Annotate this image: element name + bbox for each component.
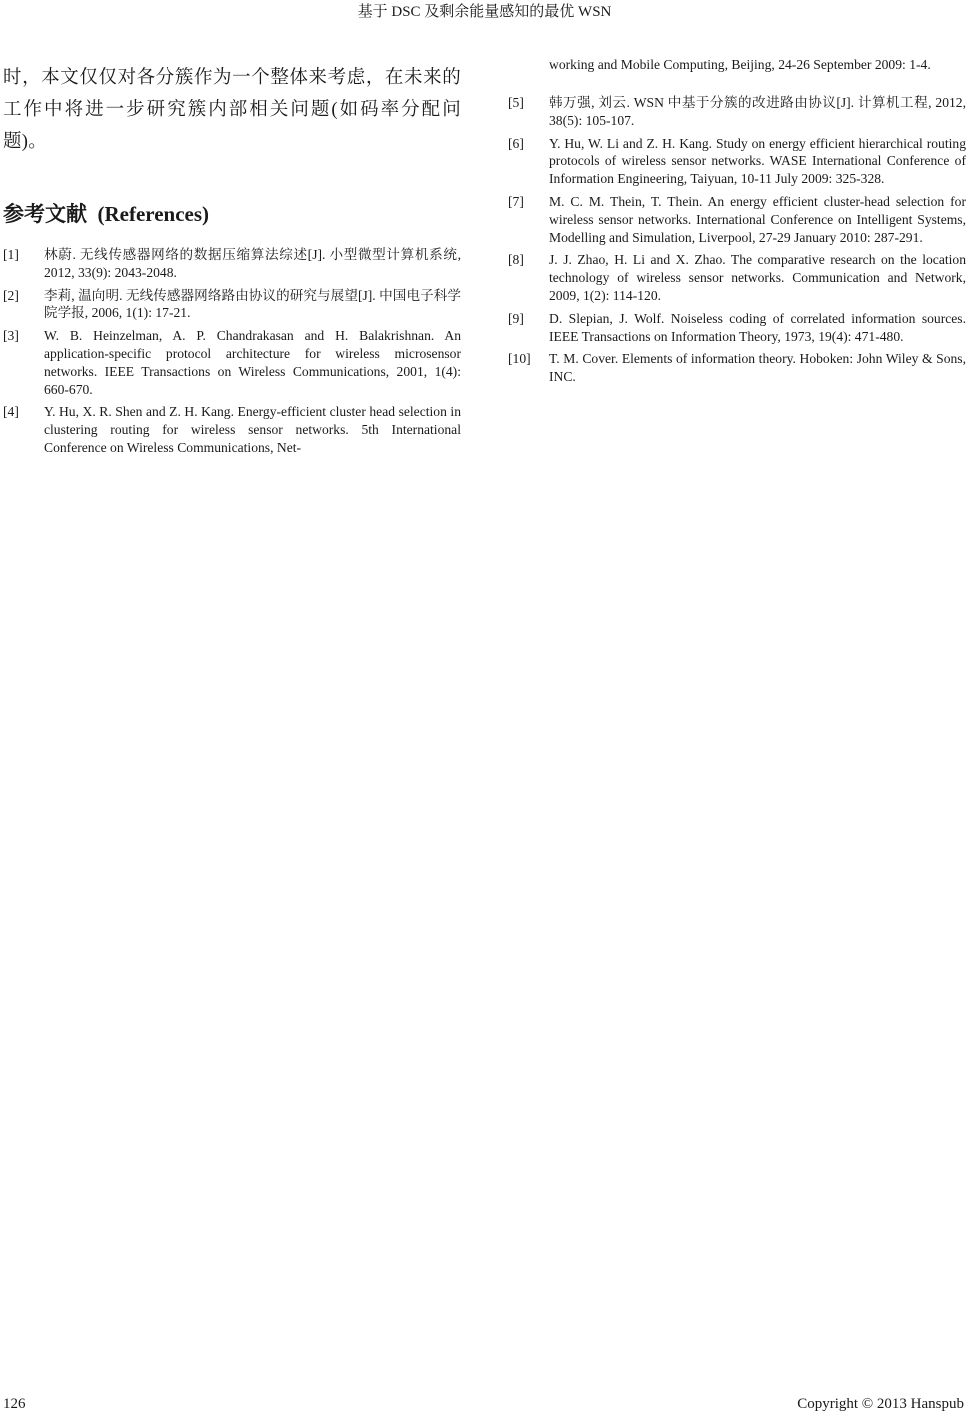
- reference-item: [3, 403, 461, 456]
- reference-number: [5]: [508, 95, 524, 110]
- reference-number: [10]: [508, 351, 531, 367]
- reference-item: [3, 246, 461, 282]
- reference-number: [3]: [3, 328, 19, 344]
- right-column: [508, 56, 966, 74]
- reference-number: [2]: [3, 287, 19, 303]
- reference-text: D. Slepian, J. Wolf. Noiseless coding of correlated information sources. IEEE Transactions on Information Theory, 1973, 19(4): 471-480.: [549, 310, 966, 344]
- reference-number: [4]: [3, 404, 19, 420]
- reference-text: M. C. M. Thein, T. Thein. An energy efficient cluster-head selection for wireless sensor networks. International Conference on Intelligent Systems, Modelling and Simulation, Liverpool, 27-29 January 2010: 287-291.: [549, 193, 966, 245]
- reference-item: [3, 327, 461, 398]
- reference-item: [508, 94, 966, 130]
- reference-number: [6]: [508, 135, 524, 151]
- body-paragraph: 时，本文仅仅对各分簇作为一个整体来考虑，在未来的工作中将进一步研究簇内部相关问题(如码率分配问题)。: [3, 68, 461, 152]
- reference-text: Y. Hu, W. Li and Z. H. Kang. Study on energy efficient hierarchical routing protocols of wireless sensor networks. WASE International Conference of Information Engineering, Taiyuan, 10-11 July 2009: 325-328.: [549, 135, 966, 187]
- reference-item: [508, 251, 966, 304]
- reference-text: J. J. Zhao, H. Li and X. Zhao. The comparative research on the location technology of wireless sensor networks. Communication and Network, 2009, 1(2): 114-120.: [549, 252, 966, 303]
- page-number: 126: [3, 1396, 26, 1412]
- reference-number: [8]: [508, 252, 524, 268]
- running-head: 基于 DSC 及剩余能量感知的最优 WSN: [357, 4, 612, 20]
- reference-text: 李莉, 温向明. 无线传感器网络路由协议的研究与展望[J]. 中国电子科学院学报, 2006, 1(1): 17-21.: [44, 287, 461, 321]
- reference-text: Y. Hu, X. R. Shen and Z. H. Kang. Energy-efficient cluster head selection in clustering routing for wireless sensor networks. 5th International Conference on Wireless Communications, Net-: [44, 404, 461, 455]
- reference-list-right: [508, 94, 966, 391]
- reference-text: 韩万强, 刘云. WSN 中基于分簇的改进路由协议[J]. 计算机工程, 2012, 38(5): 105-107.: [549, 95, 966, 128]
- references-heading-en: (References): [97, 202, 210, 226]
- reference-text: T. M. Cover. Elements of information theory. Hoboken: John Wiley & Sons, INC.: [549, 351, 966, 385]
- reference-item: [508, 310, 966, 346]
- reference-text: W. B. Heinzelman, A. P. Chandrakasan and H. Balakrishnan. An application-specific protocol architecture for wireless microsensor networks. IEEE Transactions on Wireless Communications, 2001, 1(4): 660-670.: [44, 328, 461, 397]
- references-heading: [3, 200, 209, 228]
- copyright-notice: Copyright © 2013 Hanspub: [797, 1396, 964, 1412]
- reference-item: [508, 193, 966, 246]
- reference-continuation: working and Mobile Computing, Beijing, 24-26 September 2009: 1-4.: [549, 57, 931, 72]
- reference-list-left: [3, 246, 461, 462]
- reference-number: [9]: [508, 310, 524, 326]
- reference-number: [7]: [508, 193, 524, 209]
- left-column: [3, 62, 461, 158]
- references-heading-cn: 参考文献: [3, 202, 87, 226]
- reference-item: [3, 287, 461, 323]
- reference-number: [1]: [3, 247, 19, 262]
- reference-item: [508, 350, 966, 386]
- reference-text: 林蔚. 无线传感器网络的数据压缩算法综述[J]. 小型微型计算机系统, 2012, 33(9): 2043-2048.: [44, 247, 461, 280]
- reference-item: [508, 135, 966, 188]
